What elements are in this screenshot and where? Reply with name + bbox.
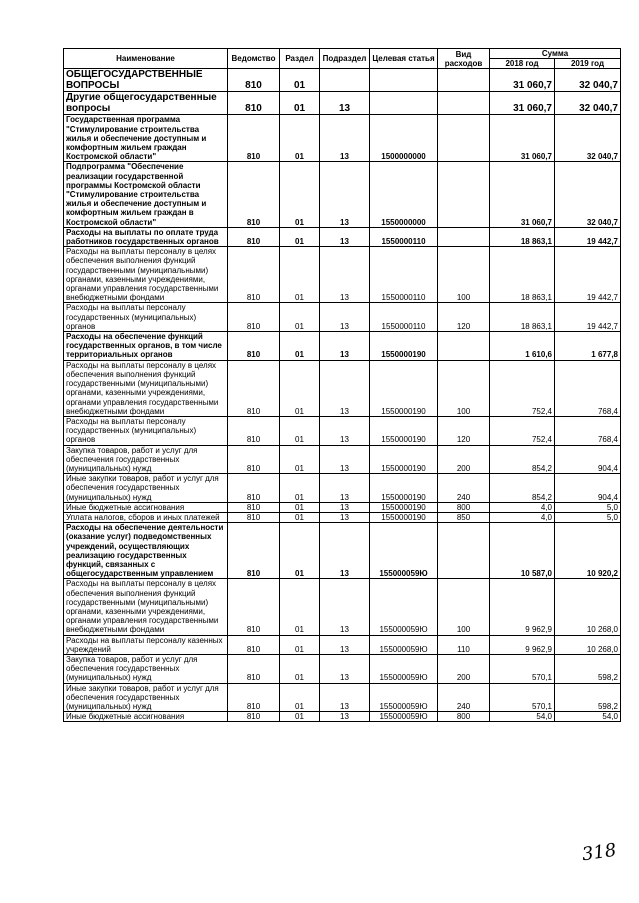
- row-expense-type: [438, 115, 490, 162]
- row-sum-2019: 32 040,7: [555, 115, 621, 162]
- row-sum-2018: 854,2: [490, 474, 555, 503]
- row-agency: 810: [228, 247, 280, 303]
- row-sum-2019: 5,0: [555, 512, 621, 522]
- row-section: 01: [280, 115, 320, 162]
- row-sum-2019: 1 677,8: [555, 332, 621, 361]
- row-target-item: 155000059Ю: [370, 712, 438, 722]
- row-sum-2019: 768,4: [555, 360, 621, 416]
- row-expense-type: [438, 523, 490, 579]
- row-target-item: 1550000110: [370, 247, 438, 303]
- row-sum-2018: 4,0: [490, 502, 555, 512]
- row-expense-type: [438, 162, 490, 227]
- row-sum-2019: 598,2: [555, 683, 621, 712]
- row-expense-type: 200: [438, 654, 490, 683]
- row-target-item: 1550000190: [370, 474, 438, 503]
- table-header: [64, 49, 621, 69]
- row-section: 01: [280, 683, 320, 712]
- table-row: [64, 654, 621, 683]
- row-target-item: 155000059Ю: [370, 635, 438, 654]
- row-name: Расходы на обеспечение функций государственных органов, в том числе территориальных органов: [64, 332, 228, 361]
- row-subsection: 13: [320, 712, 370, 722]
- budget-table: [63, 48, 621, 722]
- row-sum-2019: 54,0: [555, 712, 621, 722]
- table-row: [64, 445, 621, 474]
- row-name: Другие общегосударственные вопросы: [64, 92, 228, 115]
- row-sum-2019: 19 442,7: [555, 303, 621, 332]
- row-name: Расходы на обеспечение деятельности (оказание услуг) подведомственных учреждений, осуществляющих реализацию государственных функций, связанных с общегосударственным управлением: [64, 523, 228, 579]
- row-name: ОБЩЕГОСУДАРСТВЕННЫЕ ВОПРОСЫ: [64, 69, 228, 92]
- header-year-2018: 2018 год: [490, 59, 555, 69]
- row-name: Подпрограмма "Обеспечение реализации государственной программы Костромской области "Стимулирование строительства жилья и обеспечение доступным и комфортным жильем граждан в Костромской области": [64, 162, 228, 227]
- table-row: [64, 115, 621, 162]
- row-sum-2018: 31 060,7: [490, 92, 555, 115]
- row-target-item: 1550000190: [370, 360, 438, 416]
- row-target-item: 155000059Ю: [370, 579, 438, 635]
- row-subsection: 13: [320, 523, 370, 579]
- row-section: 01: [280, 162, 320, 227]
- row-target-item: 1550000000: [370, 162, 438, 227]
- table-row: [64, 332, 621, 361]
- row-sum-2018: 570,1: [490, 683, 555, 712]
- row-agency: 810: [228, 416, 280, 445]
- row-name: Расходы на выплаты персоналу в целях обеспечения выполнения функций государственными (муниципальными) органами, казенными учреждениями, органами управления государственными внебюджетными фондами: [64, 579, 228, 635]
- table-row: [64, 523, 621, 579]
- table-row: [64, 360, 621, 416]
- row-sum-2019: 5,0: [555, 502, 621, 512]
- row-agency: 810: [228, 579, 280, 635]
- row-subsection: 13: [320, 445, 370, 474]
- row-expense-type: 800: [438, 502, 490, 512]
- row-section: 01: [280, 445, 320, 474]
- header-subsection: Подраздел: [320, 49, 370, 69]
- header-year-2019: 2019 год: [555, 59, 621, 69]
- row-expense-type: 100: [438, 579, 490, 635]
- row-sum-2019: 10 268,0: [555, 635, 621, 654]
- header-agency: Ведомство: [228, 49, 280, 69]
- table-row: [64, 416, 621, 445]
- row-sum-2019: 10 920,2: [555, 523, 621, 579]
- row-sum-2018: 854,2: [490, 445, 555, 474]
- table-row: [64, 635, 621, 654]
- row-sum-2018: 9 962,9: [490, 635, 555, 654]
- row-section: 01: [280, 360, 320, 416]
- row-name: Расходы на выплаты персоналу в целях обеспечения выполнения функций государственными (муниципальными) органами, казенными учреждениями, органами управления государственными внебюджетными фондами: [64, 360, 228, 416]
- row-target-item: [370, 92, 438, 115]
- row-sum-2018: 31 060,7: [490, 69, 555, 92]
- row-sum-2019: 32 040,7: [555, 92, 621, 115]
- header-name: Наименование: [64, 49, 228, 69]
- row-subsection: 13: [320, 162, 370, 227]
- row-expense-type: 800: [438, 712, 490, 722]
- row-target-item: [370, 69, 438, 92]
- row-target-item: 1500000000: [370, 115, 438, 162]
- row-target-item: 1550000190: [370, 445, 438, 474]
- table-row: [64, 247, 621, 303]
- row-subsection: 13: [320, 227, 370, 246]
- row-name: Расходы на выплаты персоналу казенных учреждений: [64, 635, 228, 654]
- row-section: 01: [280, 92, 320, 115]
- row-sum-2018: 18 863,1: [490, 303, 555, 332]
- row-sum-2018: 31 060,7: [490, 115, 555, 162]
- row-sum-2018: 54,0: [490, 712, 555, 722]
- row-agency: 810: [228, 474, 280, 503]
- row-subsection: 13: [320, 360, 370, 416]
- row-expense-type: 120: [438, 303, 490, 332]
- row-sum-2018: 4,0: [490, 512, 555, 522]
- row-name: Иные бюджетные ассигнования: [64, 502, 228, 512]
- row-sum-2019: 904,4: [555, 474, 621, 503]
- row-agency: 810: [228, 502, 280, 512]
- row-sum-2018: 31 060,7: [490, 162, 555, 227]
- row-name: Расходы на выплаты персоналу государственных (муниципальных) органов: [64, 416, 228, 445]
- row-section: 01: [280, 512, 320, 522]
- row-agency: 810: [228, 654, 280, 683]
- row-target-item: 1550000110: [370, 303, 438, 332]
- table-row: [64, 69, 621, 92]
- row-expense-type: [438, 92, 490, 115]
- row-sum-2018: 10 587,0: [490, 523, 555, 579]
- row-section: 01: [280, 69, 320, 92]
- row-name: Уплата налогов, сборов и иных платежей: [64, 512, 228, 522]
- row-target-item: 155000059Ю: [370, 654, 438, 683]
- row-sum-2018: 1 610,6: [490, 332, 555, 361]
- row-section: 01: [280, 635, 320, 654]
- row-subsection: 13: [320, 635, 370, 654]
- row-subsection: 13: [320, 332, 370, 361]
- row-name: Расходы на выплаты персоналу в целях обеспечения выполнения функций государственными (муниципальными) органами, казенными учреждениями, органами управления государственными внебюджетными фондами: [64, 247, 228, 303]
- row-subsection: 13: [320, 474, 370, 503]
- table-row: [64, 227, 621, 246]
- row-name: Иные закупки товаров, работ и услуг для обеспечения государственных (муниципальных) нужд: [64, 474, 228, 503]
- row-expense-type: 240: [438, 474, 490, 503]
- row-subsection: 13: [320, 654, 370, 683]
- row-agency: 810: [228, 635, 280, 654]
- row-agency: 810: [228, 162, 280, 227]
- row-section: 01: [280, 332, 320, 361]
- row-name: Расходы на выплаты по оплате труда работников государственных органов: [64, 227, 228, 246]
- row-section: 01: [280, 247, 320, 303]
- table-row: [64, 502, 621, 512]
- header-section: Раздел: [280, 49, 320, 69]
- row-agency: 810: [228, 683, 280, 712]
- row-subsection: 13: [320, 502, 370, 512]
- row-sum-2019: 19 442,7: [555, 247, 621, 303]
- row-target-item: 1550000190: [370, 512, 438, 522]
- row-expense-type: 200: [438, 445, 490, 474]
- row-sum-2019: 10 268,0: [555, 579, 621, 635]
- row-expense-type: [438, 227, 490, 246]
- row-name: Иные закупки товаров, работ и услуг для обеспечения государственных (муниципальных) нужд: [64, 683, 228, 712]
- row-subsection: 13: [320, 416, 370, 445]
- row-expense-type: [438, 69, 490, 92]
- row-subsection: 13: [320, 92, 370, 115]
- row-name: Государственная программа "Стимулирование строительства жилья и обеспечение доступным и комфортным жильем граждан Костромской области": [64, 115, 228, 162]
- row-subsection: 13: [320, 512, 370, 522]
- row-sum-2018: 9 962,9: [490, 579, 555, 635]
- row-section: 01: [280, 303, 320, 332]
- row-sum-2019: 19 442,7: [555, 227, 621, 246]
- row-sum-2018: 570,1: [490, 654, 555, 683]
- row-section: 01: [280, 227, 320, 246]
- row-section: 01: [280, 654, 320, 683]
- table-row: [64, 474, 621, 503]
- row-expense-type: 110: [438, 635, 490, 654]
- row-section: 01: [280, 579, 320, 635]
- row-agency: 810: [228, 303, 280, 332]
- table-row: [64, 712, 621, 722]
- row-expense-type: 240: [438, 683, 490, 712]
- row-agency: 810: [228, 69, 280, 92]
- row-sum-2018: 752,4: [490, 360, 555, 416]
- row-sum-2019: 598,2: [555, 654, 621, 683]
- row-expense-type: 100: [438, 247, 490, 303]
- header-expense-type: Вид расходов: [438, 49, 490, 69]
- row-target-item: 1550000110: [370, 227, 438, 246]
- row-subsection: 13: [320, 683, 370, 712]
- row-subsection: [320, 69, 370, 92]
- row-sum-2018: 752,4: [490, 416, 555, 445]
- row-sum-2018: 18 863,1: [490, 247, 555, 303]
- row-name: Расходы на выплаты персоналу государственных (муниципальных) органов: [64, 303, 228, 332]
- row-section: 01: [280, 502, 320, 512]
- table-row: [64, 579, 621, 635]
- row-agency: 810: [228, 115, 280, 162]
- row-subsection: 13: [320, 303, 370, 332]
- row-expense-type: [438, 332, 490, 361]
- row-section: 01: [280, 416, 320, 445]
- row-subsection: 13: [320, 579, 370, 635]
- row-sum-2019: 768,4: [555, 416, 621, 445]
- row-expense-type: 100: [438, 360, 490, 416]
- row-agency: 810: [228, 92, 280, 115]
- row-agency: 810: [228, 512, 280, 522]
- row-agency: 810: [228, 523, 280, 579]
- page-number: 318: [580, 839, 618, 866]
- row-target-item: 1550000190: [370, 332, 438, 361]
- row-section: 01: [280, 712, 320, 722]
- row-sum-2018: 18 863,1: [490, 227, 555, 246]
- row-target-item: 155000059Ю: [370, 523, 438, 579]
- row-target-item: 1550000190: [370, 502, 438, 512]
- row-sum-2019: 32 040,7: [555, 69, 621, 92]
- row-agency: 810: [228, 445, 280, 474]
- row-sum-2019: 904,4: [555, 445, 621, 474]
- header-target-item: Целевая статья: [370, 49, 438, 69]
- table-row: [64, 683, 621, 712]
- row-section: 01: [280, 523, 320, 579]
- table-body: [64, 69, 621, 722]
- row-agency: 810: [228, 227, 280, 246]
- row-name: Закупка товаров, работ и услуг для обеспечения государственных (муниципальных) нужд: [64, 654, 228, 683]
- table-row: [64, 303, 621, 332]
- row-expense-type: 850: [438, 512, 490, 522]
- row-subsection: 13: [320, 115, 370, 162]
- row-section: 01: [280, 474, 320, 503]
- table-row: [64, 92, 621, 115]
- table-row: [64, 162, 621, 227]
- row-subsection: 13: [320, 247, 370, 303]
- row-target-item: 155000059Ю: [370, 683, 438, 712]
- row-sum-2019: 32 040,7: [555, 162, 621, 227]
- row-expense-type: 120: [438, 416, 490, 445]
- row-agency: 810: [228, 332, 280, 361]
- row-target-item: 1550000190: [370, 416, 438, 445]
- row-name: Закупка товаров, работ и услуг для обеспечения государственных (муниципальных) нужд: [64, 445, 228, 474]
- header-sum: Сумма: [490, 49, 621, 59]
- row-agency: 810: [228, 360, 280, 416]
- row-agency: 810: [228, 712, 280, 722]
- row-name: Иные бюджетные ассигнования: [64, 712, 228, 722]
- table-row: [64, 512, 621, 522]
